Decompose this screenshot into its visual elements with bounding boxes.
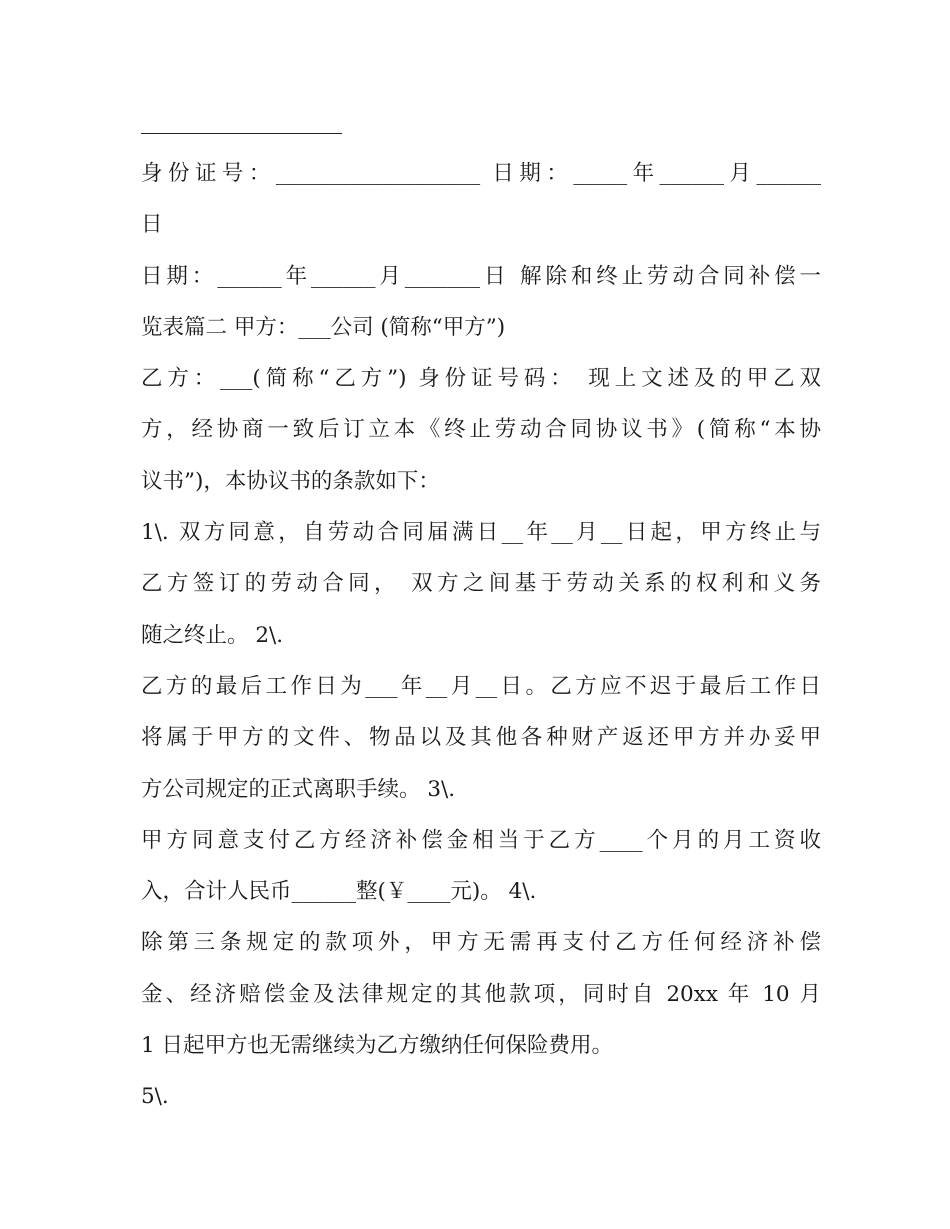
text-line: 入，合计人民币______整(￥____元)。 4\. bbox=[141, 879, 537, 905]
text-line: 日 bbox=[141, 212, 163, 238]
text-line: 乙方的最后工作日为___年__月__日。乙方应不迟于最后工作日 bbox=[141, 673, 821, 699]
text-line: 方，经协商一致后订立本《终止劳动合同协议书》(简称“本协 bbox=[141, 417, 821, 443]
text-line: 随之终止。 2\. bbox=[141, 622, 284, 648]
text-line: 除第三条规定的款项外，甲方无需再支付乙方任何经济补偿 bbox=[141, 930, 821, 956]
text-line: 身份证号：___________________ 日期：_____年______月______ bbox=[141, 161, 821, 186]
text-line: 乙方签订的劳动合同， 双方之间基于劳动关系的权利和义务 bbox=[141, 571, 821, 597]
signature-line bbox=[141, 133, 342, 134]
text-line: 议书”)，本协议书的条款如下： bbox=[141, 468, 440, 494]
text-line: 方公司规定的正式离职手续。 3\. bbox=[141, 776, 456, 802]
text-line: 5\. bbox=[141, 1084, 169, 1110]
text-line: 将属于甲方的文件、物品以及其他各种财产返还甲方并办妥甲 bbox=[141, 725, 821, 751]
document-body bbox=[141, 148, 821, 1123]
text-line: 1\. 双方同意，自劳动合同届满日__年__月__日起，甲方终止与 bbox=[141, 520, 821, 546]
text-line: 览表篇二 甲方：___公司 (简称“甲方”) bbox=[141, 314, 506, 340]
text-line: 日期：______年______月_______日 解除和终止劳动合同补偿一 bbox=[141, 263, 821, 289]
text-line: 甲方同意支付乙方经济补偿金相当于乙方____个月的月工资收 bbox=[141, 827, 821, 853]
text-line: 乙方：___(简称“乙方”) 身份证号码： 现上文述及的甲乙双 bbox=[141, 366, 821, 392]
text-line: 1 日起甲方也无需继续为乙方缴纳任何保险费用。 bbox=[141, 1033, 614, 1059]
text-line: 金、经济赔偿金及法律规定的其他款项，同时自 20xx 年 10 月 bbox=[141, 981, 821, 1007]
